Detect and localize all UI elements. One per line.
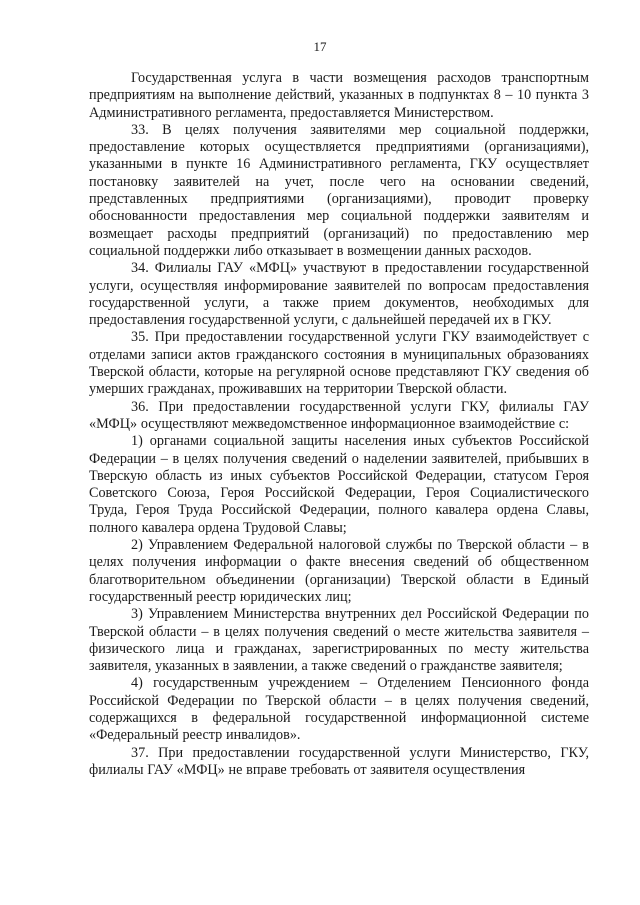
list-item-36-4: 4) государственным учреждением – Отделением Пенсионного фонда Российской Федерации по Тверской области – в целях получения сведений, содержащихся в федеральной государственной информационной системе «Федеральный реестр инвалидов». bbox=[89, 675, 589, 744]
paragraph-33: 33. В целях получения заявителями мер социальной поддержки, предоставление которых осуществляется предприятиями (организациями), указанными в пункте 16 Административного регламента, ГКУ осуществляет постановку заявителей на учет, после чего на основании сведений, представленных предприятиями (организациями), проводит проверку обоснованности предоставления мер социальной поддержки заявителям и возмещает расходы предприятий (организаций) по предоставлению мер социальной поддержки либо отказывает в возмещении данных расходов. bbox=[89, 121, 589, 259]
list-item-36-2: 2) Управлением Федеральной налоговой службы по Тверской области – в целях получения информации о факте внесения сведений об общественном благотворительном объединении (организации) Тверской области в Единый государственный реестр юридических лиц; bbox=[89, 537, 589, 605]
list-item-36-1: 1) органами социальной защиты населения иных субъектов Российской Федерации – в целях получения сведений о наделении заявителей, прибывших в Тверскую область из иных субъектов Российской Федерации, статусом Героя Советского Союза, Героя Российской Федерации, Героя Социалистического Труда, Героя Труда Российской Федерации, полного кавалера ордена Славы, полного кавалера ордена Трудовой Славы; bbox=[89, 433, 589, 536]
document-body bbox=[89, 70, 589, 779]
list-item-36-3: 3) Управлением Министерства внутренних дел Российской Федерации по Тверской области – в целях получения сведений о месте жительства заявителя – физического лица и гражданах, зарегистрированных по месту жительства заявителя, указанных в заявлении, а также сведений о гражданстве заявителя; bbox=[89, 606, 589, 675]
page-number: 17 bbox=[313, 39, 327, 54]
paragraph-34: 34. Филиалы ГАУ «МФЦ» участвуют в предоставлении государственной услуги, осуществляя информирование заявителей по вопросам предоставления государственной услуги, а также прием документов, необходимых для предоставления государственной услуги, с дальнейшей передачей их в ГКУ. bbox=[89, 260, 589, 329]
paragraph-36: 36. При предоставлении государственной услуги ГКУ, филиалы ГАУ «МФЦ» осуществляют межведомственное информационное взаимодействие с: bbox=[89, 398, 589, 432]
paragraph-35: 35. При предоставлении государственной услуги ГКУ взаимодействует с отделами записи актов гражданского состояния в муниципальных образованиях Тверской области, которые на регулярной основе представляют ГКУ сведения об умерших гражданах, проживавших на территории Тверской области. bbox=[89, 329, 589, 398]
paragraph-37: 37. При предоставлении государственной услуги Министерство, ГКУ, филиалы ГАУ «МФЦ» не вправе требовать от заявителя осуществления bbox=[89, 744, 589, 778]
paragraph-intro: Государственная услуга в части возмещения расходов транспортным предприятиям на выполнение действий, указанных в подпунктах 8 – 10 пункта 3 Административного регламента, предоставляется Министерством. bbox=[89, 70, 589, 121]
